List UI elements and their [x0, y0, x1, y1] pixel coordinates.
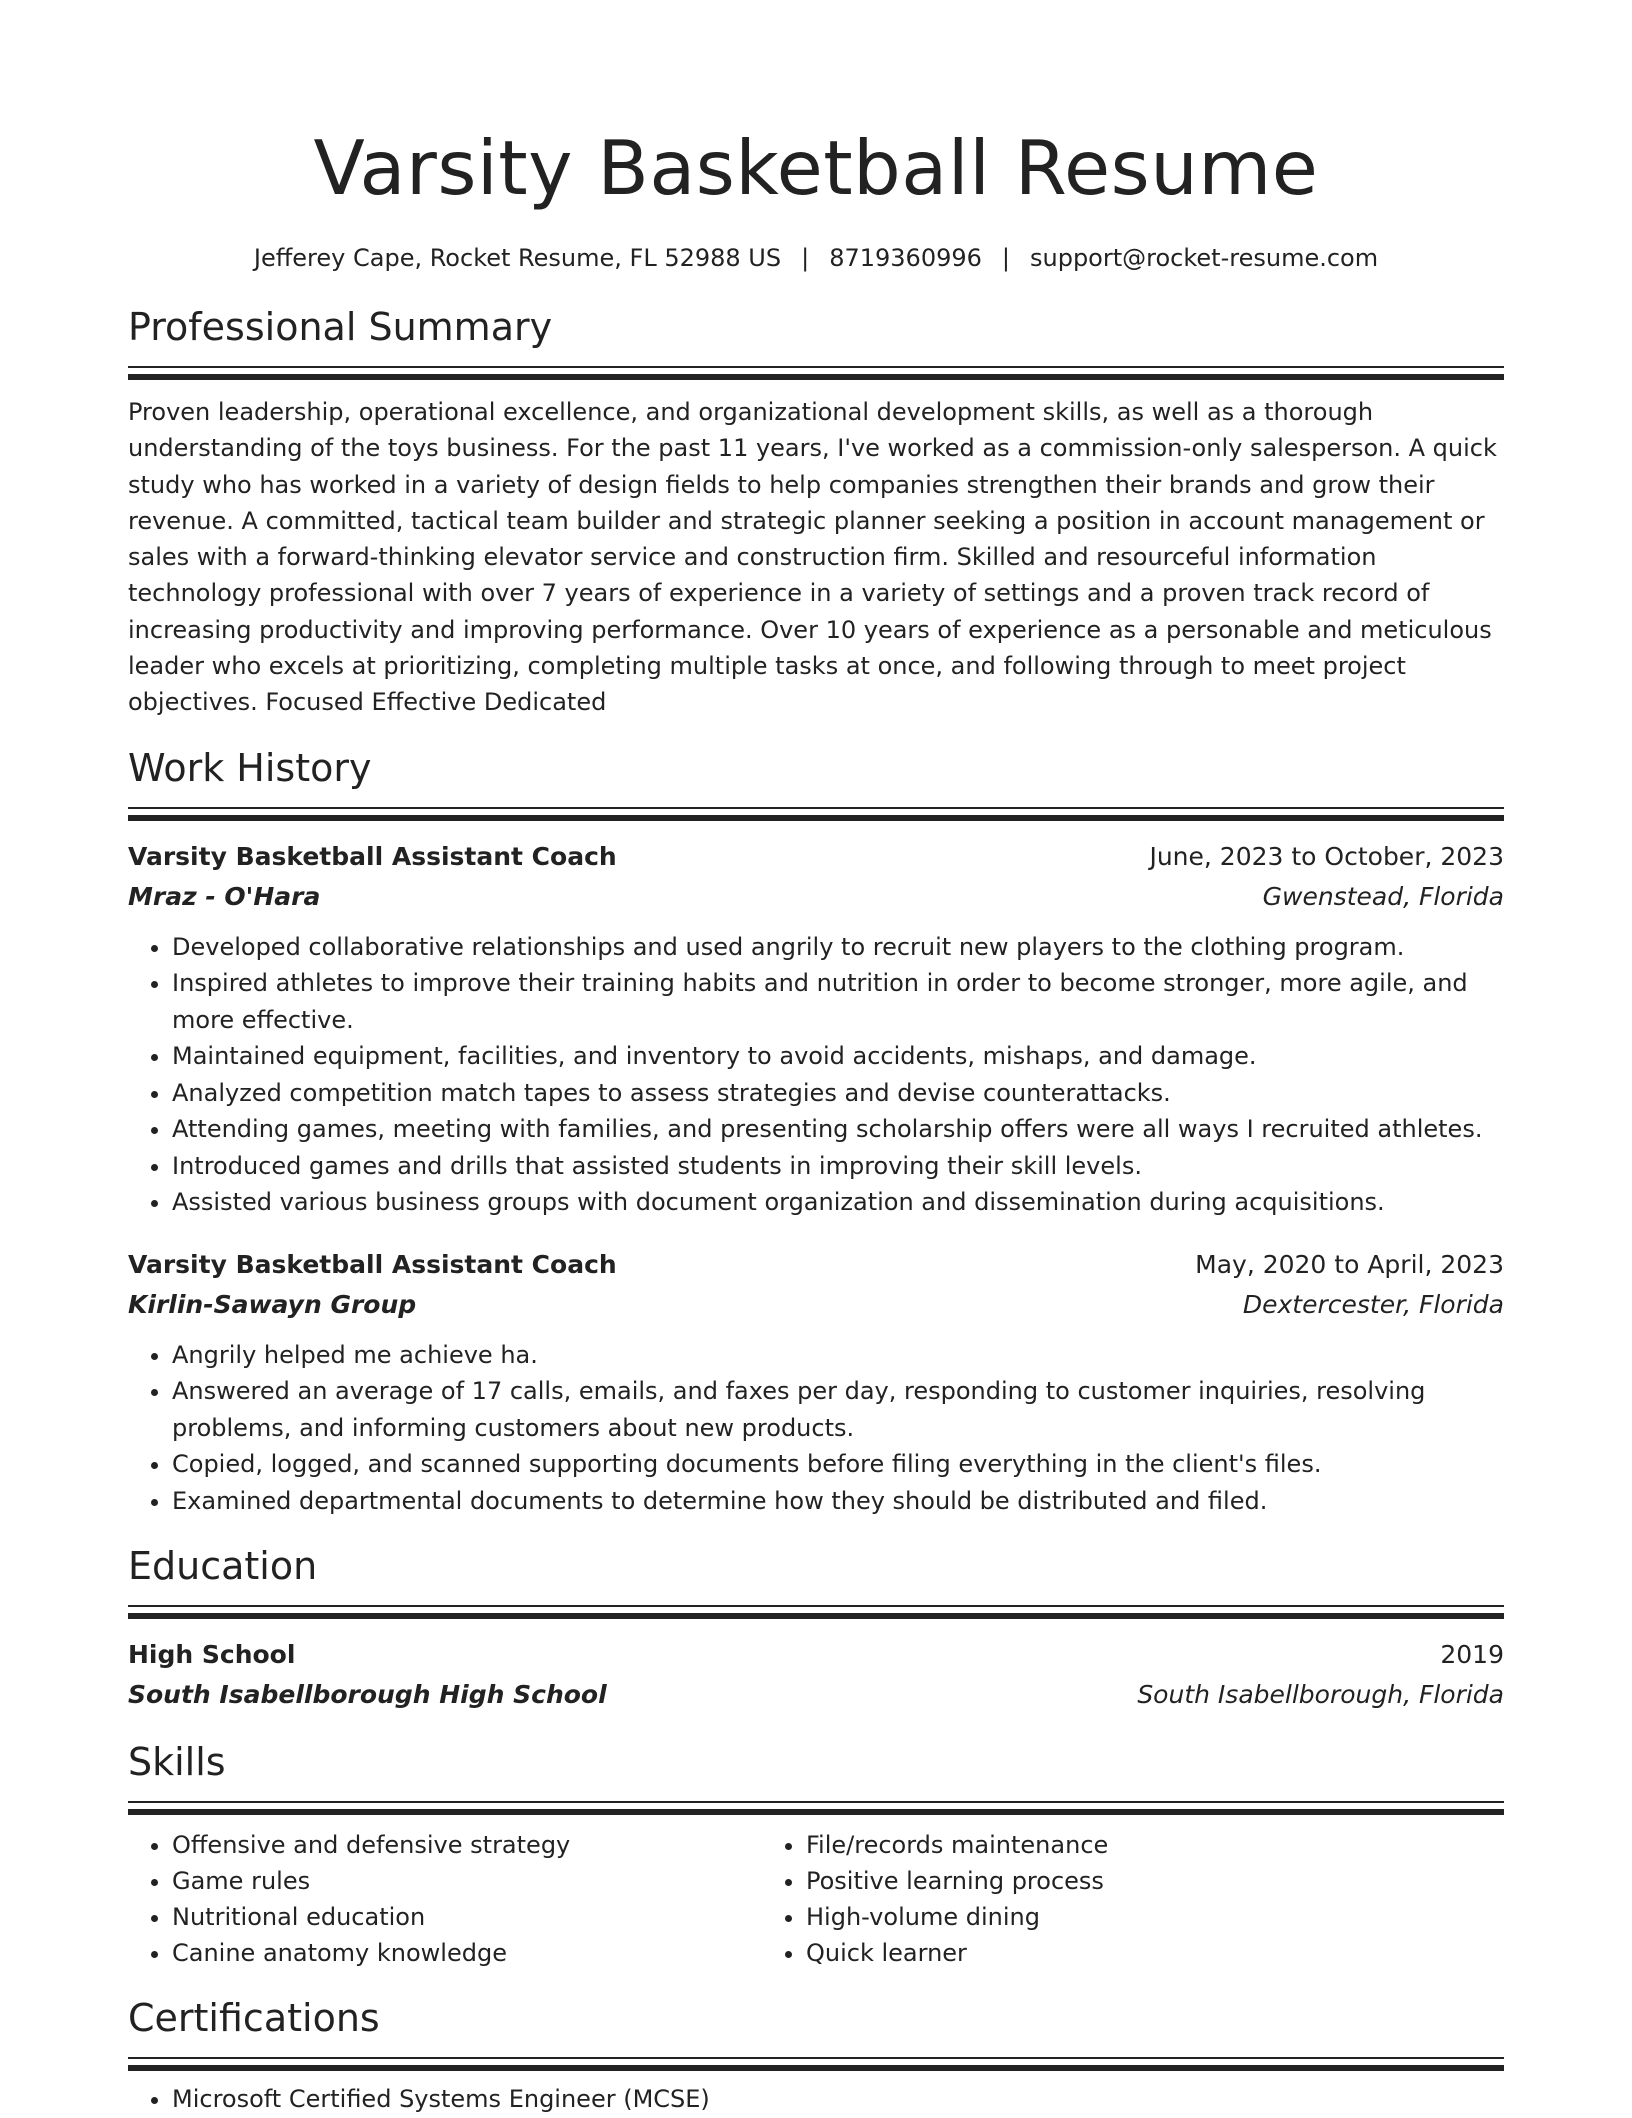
- job-dates: May, 2020 to April, 2023: [1195, 1249, 1504, 1279]
- job-company: Kirlin-Sawayn Group: [128, 1289, 417, 1319]
- skill-item: • Nutritional education: [172, 1899, 762, 1935]
- job-company: Mraz - O'Hara: [128, 881, 321, 911]
- skill-item: • Positive learning process: [806, 1863, 1462, 1899]
- section-divider: [128, 1605, 1504, 1619]
- job-location: Gwenstead, Florida: [1262, 881, 1504, 911]
- section-heading-work-history: Work History: [128, 745, 372, 790]
- job-title: Varsity Basketball Assistant Coach: [128, 1249, 617, 1279]
- job-bullet: • Maintained equipment, facilities, and inventory to avoid accidents, mishaps, and damage.: [172, 1038, 1504, 1075]
- skill-item: • Canine anatomy knowledge: [172, 1935, 762, 1971]
- job-bullet: • Assisted various business groups with document organization and dissemination during acquisitions.: [172, 1184, 1504, 1221]
- job-entry: [128, 837, 1504, 1221]
- contact-email: support@rocket-resume.com: [1030, 244, 1379, 272]
- certifications-section: [128, 1993, 1504, 2118]
- job-bullet: • Copied, logged, and scanned supporting documents before filing everything in the client's files.: [172, 1446, 1504, 1483]
- skill-item: • Game rules: [172, 1863, 762, 1899]
- contact-separator: |: [801, 244, 810, 272]
- education-header-row: [128, 1635, 1504, 1675]
- skill-item: • High-volume dining: [806, 1899, 1462, 1935]
- certifications-list: [128, 2081, 1504, 2118]
- job-location: Dextercester, Florida: [1242, 1289, 1504, 1319]
- skills-list-left: [128, 1827, 762, 1971]
- section-divider: [128, 366, 1504, 380]
- job-bullet: • Angrily helped me achieve ha.: [172, 1337, 1504, 1374]
- job-bullet: • Answered an average of 17 calls, emails, and faxes per day, responding to customer inquiries, resolving problems, and informing customers about new products.: [172, 1373, 1504, 1446]
- resume-title: Varsity Basketball Resume: [313, 124, 1319, 212]
- job-bullet: • Analyzed competition match tapes to assess strategies and devise counterattacks.: [172, 1075, 1504, 1112]
- summary-section: [128, 302, 1504, 721]
- job-header-row: [128, 1245, 1504, 1285]
- education-school-row: [128, 1675, 1504, 1715]
- section-heading-summary: Professional Summary: [128, 305, 553, 349]
- section-divider: [128, 807, 1504, 821]
- skill-item: • Offensive and defensive strategy: [172, 1827, 762, 1863]
- job-entry: [128, 1245, 1504, 1520]
- job-bullets: [128, 1337, 1504, 1520]
- education-section: [128, 1541, 1504, 1715]
- section-divider: [128, 2057, 1504, 2071]
- skills-columns: [128, 1827, 1504, 1971]
- certification-item: • Microsoft Certified Systems Engineer (MCSE): [172, 2081, 1504, 2118]
- job-title: Varsity Basketball Assistant Coach: [128, 841, 617, 871]
- section-divider: [128, 1801, 1504, 1815]
- job-bullet: • Introduced games and drills that assisted students in improving their skill levels.: [172, 1148, 1504, 1185]
- contact-address: Jefferey Cape, Rocket Resume, FL 52988 US: [253, 244, 782, 272]
- work-history-section: [128, 743, 1504, 1520]
- job-bullet: • Examined departmental documents to determine how they should be distributed and filed.: [172, 1483, 1504, 1520]
- job-header-row: [128, 837, 1504, 877]
- summary-text: Proven leadership, operational excellence, and organizational development skills, as well as a thorough understanding of the toys business. For the past 11 years, I've worked as a commission-only salesperson. A quick study who has worked in a variety of design fields to help companies strengthen their brands and grow their revenue. A committed, tactical team builder and strategic planner seeking a position in account management or sales with a forward-thinking elevator service and construction firm. Skilled and resourceful information technology professional with over 7 years of experience in a variety of settings and a proven track record of increasing productivity and improving performance. Over 10 years of experience as a personable and meticulous leader who excels at prioritizing, completing multiple tasks at once, and following through to meet project objectives. Focused Effective Dedicated: [128, 398, 1497, 717]
- education-school: South Isabellborough High School: [128, 1680, 607, 1710]
- section-heading-education: Education: [128, 1544, 318, 1589]
- job-bullets: [128, 929, 1504, 1221]
- job-company-row: [128, 877, 1504, 917]
- job-dates: June, 2023 to October, 2023: [1149, 841, 1504, 871]
- contact-line: [128, 240, 1504, 276]
- job-bullet: • Developed collaborative relationships and used angrily to recruit new players to the clothing program.: [172, 929, 1504, 966]
- education-year: 2019: [1440, 1640, 1504, 1670]
- section-heading-skills: Skills: [128, 1740, 226, 1785]
- skills-section: [128, 1737, 1504, 1971]
- job-bullet: • Attending games, meeting with families, and presenting scholarship offers were all ways I recruited athletes.: [172, 1111, 1504, 1148]
- section-heading-certifications: Certifications: [128, 1996, 380, 2041]
- contact-separator: |: [1001, 244, 1010, 272]
- skill-item: • Quick learner: [806, 1935, 1462, 1971]
- contact-phone: 8719360996: [829, 244, 982, 272]
- skills-list-right: [762, 1827, 1462, 1971]
- education-location: South Isabellborough, Florida: [1137, 1680, 1504, 1710]
- job-company-row: [128, 1285, 1504, 1325]
- job-bullet: • Inspired athletes to improve their training habits and nutrition in order to become stronger, more agile, and more effective.: [172, 965, 1504, 1038]
- education-degree: High School: [128, 1640, 296, 1670]
- skill-item: • File/records maintenance: [806, 1827, 1462, 1863]
- education-entry: [128, 1635, 1504, 1715]
